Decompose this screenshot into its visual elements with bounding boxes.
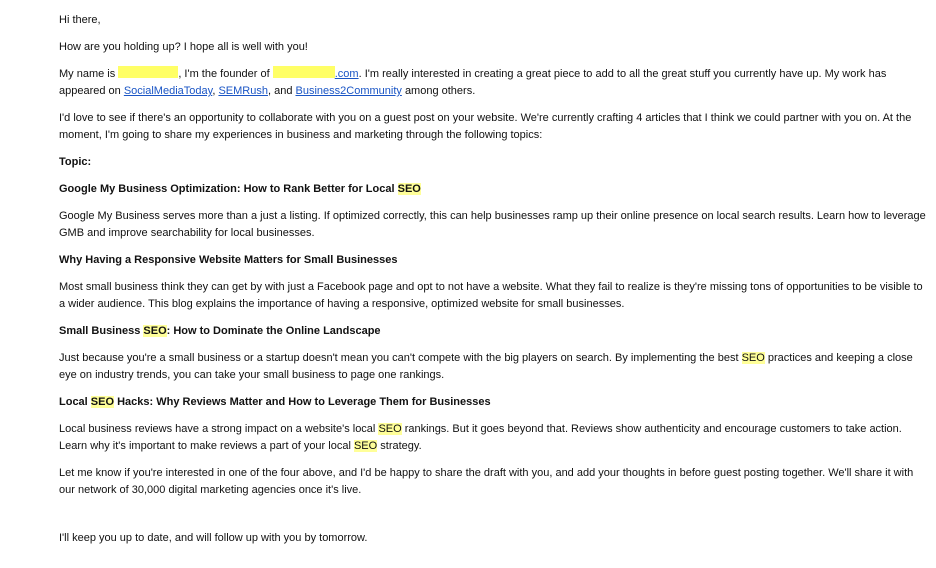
topic-2-title: Why Having a Responsive Website Matters for Small Businesses: [59, 254, 398, 266]
topic-4-title: [59, 394, 931, 411]
intro-sep-1: ,: [212, 85, 216, 97]
greeting: Hi there,: [59, 14, 101, 26]
seo-highlight: SEO: [378, 423, 402, 435]
business2community-link[interactable]: Business2Community: [295, 85, 402, 97]
socialmediatoday-link[interactable]: SocialMediaToday: [123, 85, 213, 97]
semrush-link[interactable]: SEMRush: [218, 85, 268, 97]
topic-4-body-b: rankings. But it goes beyond that. Reviews show authenticity and encourage customers to take action. Learn why it's important to make reviews a part of your local: [59, 423, 902, 452]
topic-1-title: [59, 181, 931, 198]
topic-1-title-text: Google My Business Optimization: How to Rank Better for Local: [59, 183, 395, 195]
redacted-name: [118, 66, 178, 78]
seo-highlight: SEO: [143, 325, 167, 337]
topic-3-title: [59, 323, 931, 340]
topic-4-body-a: Local business reviews have a strong impact on a website's local: [59, 423, 376, 435]
followup-line: I'll keep you up to date, and will follow up with you by tomorrow.: [59, 532, 368, 544]
topic-2-body: Most small business think they can get by with just a Facebook page and opt to not have a website. What they fail to realize is they're missing tons of opportunities to be visible to a wider audience. This blog explains the importance of having a responsive, optimized website for small businesses.: [59, 281, 923, 310]
topic-4-body: [59, 421, 931, 455]
intro-text-4: among others.: [404, 85, 476, 97]
seo-highlight: SEO: [397, 183, 421, 195]
topic-3-title-text-b: : How to Dominate the Online Landscape: [166, 325, 381, 337]
founder-domain-link[interactable]: .com: [334, 68, 359, 80]
topic-3-body-b: practices and keeping a close eye on industry trends, you can take your small business to page one rankings.: [59, 352, 913, 381]
topic-3-body: [59, 350, 931, 384]
intro-text-3: . I'm really interested in creating a great piece to add to all the great stuff you currently have up. My work has appeared on: [59, 68, 887, 97]
topic-label: Topic:: [59, 156, 92, 168]
seo-highlight: SEO: [741, 352, 765, 364]
intro-sep-2: , and: [267, 85, 293, 97]
closing-paragraph: Let me know if you're interested in one of the four above, and I'd be happy to share the draft with you, and add your thoughts in before guest posting together. We'll share it with our network of 30,000 digital marketing agencies once it's live.: [59, 467, 914, 496]
pitch-paragraph: I'd love to see if there's an opportunity to collaborate with you on a guest post on your website. We're currently crafting 4 articles that I think we could partner with you on. At the moment, I'm going to share my experiences in business and marketing through the following topics:: [59, 112, 912, 141]
seo-highlight: SEO: [90, 396, 115, 408]
topic-3-body-a: Just because you're a small business or a startup doesn't mean you can't compete with the big players on search. By implementing the best: [59, 352, 739, 364]
topic-4-body-c: strategy.: [380, 440, 422, 452]
topic-1-body: Google My Business serves more than a just a listing. If optimized correctly, this can help businesses ramp up their online presence on local search results. Learn how to leverage GMB and improve searchability for local businesses.: [59, 210, 926, 239]
seo-highlight: SEO: [353, 440, 378, 452]
intro-text-2: , I'm the founder of: [178, 68, 270, 80]
topic-4-title-text-a: Local: [59, 396, 88, 408]
intro-text-1: My name is: [59, 68, 116, 80]
topic-3-title-text-a: Small Business: [59, 325, 141, 337]
redacted-domain: [273, 66, 335, 78]
opener: How are you holding up? I hope all is well with you!: [59, 41, 308, 53]
topic-4-title-text-b: Hacks: Why Reviews Matter and How to Leverage Them for Businesses: [117, 396, 491, 408]
intro-paragraph: [59, 66, 931, 100]
